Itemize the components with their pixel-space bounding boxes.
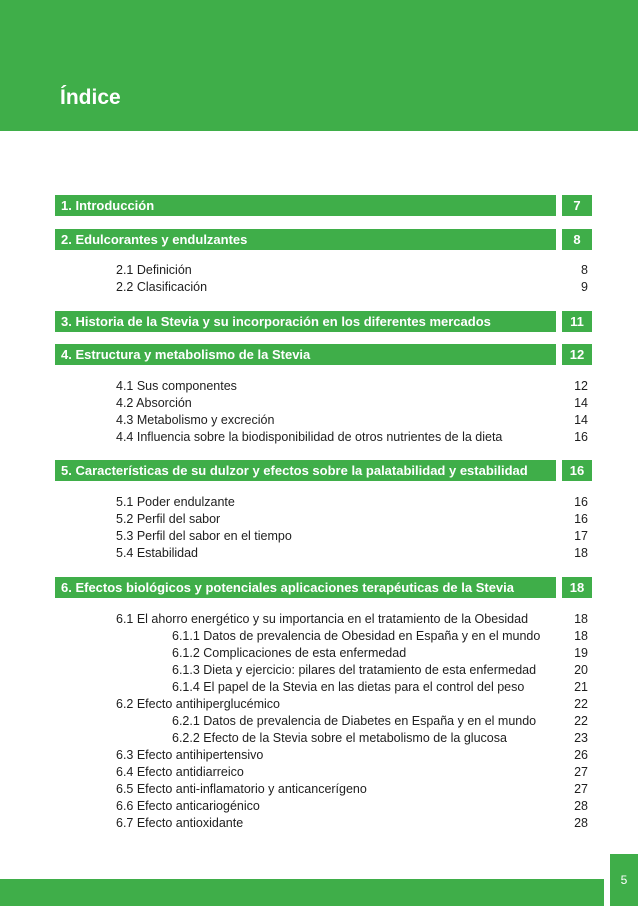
page-title: Índice	[60, 86, 121, 109]
toc-item-label: 4.3 Metabolismo y excreción	[116, 413, 275, 427]
toc-item[interactable]	[0, 747, 638, 764]
toc-item-label: 6.1.4 El papel de la Stevia en las dietas para el control del peso	[172, 680, 525, 694]
toc-item[interactable]	[0, 395, 638, 412]
toc-section-4[interactable]: 4. Estructura y metabolismo de la Stevia	[55, 344, 556, 365]
toc-item[interactable]	[0, 494, 638, 511]
toc-item[interactable]	[0, 378, 638, 395]
toc-item-label: 5.4 Estabilidad	[116, 546, 199, 560]
toc-item-label: 4.1 Sus componentes	[116, 379, 237, 393]
toc-item-label: 4.2 Absorción	[116, 396, 192, 410]
toc-section-1-page[interactable]: 7	[562, 195, 592, 216]
toc-item-label: 6.2 Efecto antihiperglucémico	[116, 697, 280, 711]
toc-item-page: 8	[581, 263, 588, 277]
toc-item-page: 18	[574, 629, 588, 643]
toc-item-page: 18	[574, 612, 588, 626]
toc-item-page: 21	[574, 680, 588, 694]
toc-section-5-page[interactable]: 16	[562, 460, 592, 481]
toc-item[interactable]	[0, 798, 638, 815]
toc-item-page: 18	[574, 546, 588, 560]
toc-item-page: 9	[581, 280, 588, 294]
toc-item[interactable]	[0, 764, 638, 781]
toc-item[interactable]	[0, 662, 638, 679]
toc-item-page: 28	[574, 816, 588, 830]
toc-item[interactable]	[0, 412, 638, 429]
toc-item-label: 6.4 Efecto antidiarreico	[116, 765, 244, 779]
header-band	[0, 0, 638, 131]
toc-item[interactable]	[0, 781, 638, 798]
toc-item-page: 16	[574, 512, 588, 526]
toc-item-page: 26	[574, 748, 588, 762]
toc-item-label: 6.3 Efecto antihipertensivo	[116, 748, 264, 762]
toc-item-label: 6.5 Efecto anti-inflamatorio y anticancerígeno	[116, 782, 367, 796]
toc-item[interactable]	[0, 429, 638, 446]
footer-bar	[0, 879, 604, 906]
toc-item[interactable]	[0, 815, 638, 832]
toc-item-label: 6.1.3 Dieta y ejercicio: pilares del tratamiento de esta enfermedad	[172, 663, 537, 677]
toc-item[interactable]	[0, 713, 638, 730]
toc-item-page: 23	[574, 731, 588, 745]
toc-item-label: 6.7 Efecto antioxidante	[116, 816, 244, 830]
toc-item-label: 6.1.2 Complicaciones de esta enfermedad	[172, 646, 407, 660]
toc-item[interactable]	[0, 545, 638, 562]
toc-item[interactable]	[0, 611, 638, 628]
toc-item-page: 12	[574, 379, 588, 393]
toc-item-label: 6.1 El ahorro energético y su importancia en el tratamiento de la Obesidad	[116, 612, 529, 626]
toc-item-page: 16	[574, 495, 588, 509]
toc-item-label: 2.2 Clasificación	[116, 280, 208, 294]
toc-section-1[interactable]: 1. Introducción	[55, 195, 556, 216]
toc-section-3[interactable]: 3. Historia de la Stevia y su incorporación en los diferentes mercados	[55, 311, 556, 332]
toc-item-label: 6.2.2 Efecto de la Stevia sobre el metabolismo de la glucosa	[172, 731, 507, 745]
toc-item-page: 20	[574, 663, 588, 677]
toc-section-6[interactable]: 6. Efectos biológicos y potenciales aplicaciones terapéuticas de la Stevia	[55, 577, 556, 598]
toc-item-page: 14	[574, 396, 588, 410]
toc-section-3-page[interactable]: 11	[562, 311, 592, 332]
toc-item-label: 5.1 Poder endulzante	[116, 495, 235, 509]
toc-item-label: 5.2 Perfil del sabor	[116, 512, 221, 526]
toc-item-label: 4.4 Influencia sobre la biodisponibilidad de otros nutrientes de la dieta	[116, 430, 503, 444]
toc-item[interactable]	[0, 645, 638, 662]
toc-item[interactable]	[0, 528, 638, 545]
toc-section-6-page[interactable]: 18	[562, 577, 592, 598]
toc-item[interactable]	[0, 730, 638, 747]
toc-item-page: 22	[574, 697, 588, 711]
toc-item-label: 6.2.1 Datos de prevalencia de Diabetes en España y en el mundo	[172, 714, 537, 728]
toc-item[interactable]	[0, 279, 638, 296]
toc-item-page: 14	[574, 413, 588, 427]
toc-section-5[interactable]: 5. Características de su dulzor y efectos sobre la palatabilidad y estabilidad	[55, 460, 556, 481]
toc-item-page: 28	[574, 799, 588, 813]
page-number: 5	[610, 854, 638, 906]
toc-item-label: 5.3 Perfil del sabor en el tiempo	[116, 529, 292, 543]
toc-item[interactable]	[0, 696, 638, 713]
toc-item-page: 16	[574, 430, 588, 444]
toc-item-page: 27	[574, 782, 588, 796]
toc-item-label: 2.1 Definición	[116, 263, 192, 277]
toc-item-label: 6.6 Efecto anticariogénico	[116, 799, 260, 813]
toc-item-page: 19	[574, 646, 588, 660]
toc-section-2-page[interactable]: 8	[562, 229, 592, 250]
toc-section-2[interactable]: 2. Edulcorantes y endulzantes	[55, 229, 556, 250]
toc-section-4-page[interactable]: 12	[562, 344, 592, 365]
toc-item[interactable]	[0, 679, 638, 696]
toc-item[interactable]	[0, 262, 638, 279]
toc-item[interactable]	[0, 628, 638, 645]
toc-item-label: 6.1.1 Datos de prevalencia de Obesidad en España y en el mundo	[172, 629, 541, 643]
toc-item-page: 17	[574, 529, 588, 543]
toc-item-page: 27	[574, 765, 588, 779]
toc-item-page: 22	[574, 714, 588, 728]
toc-item[interactable]	[0, 511, 638, 528]
